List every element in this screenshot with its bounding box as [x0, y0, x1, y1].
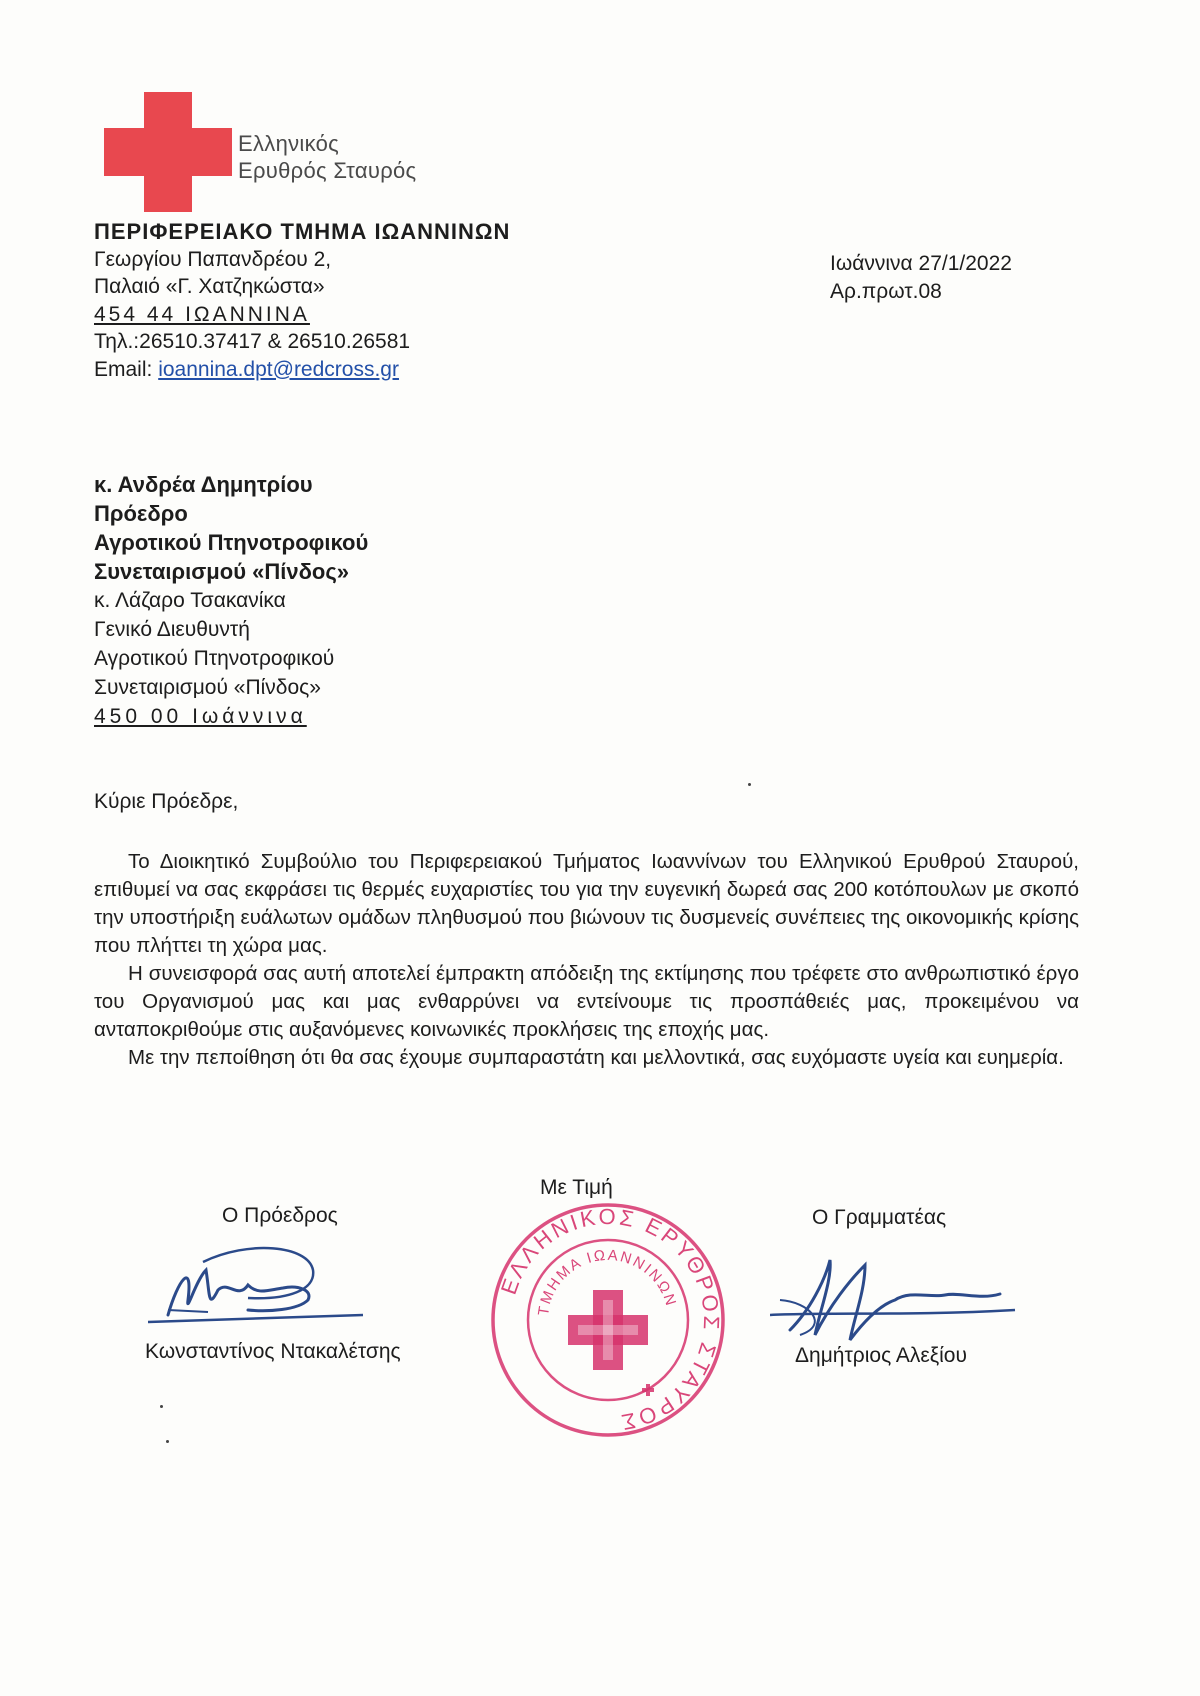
email-label: Email: [94, 357, 159, 381]
letter-date: Ιωάννινα 27/1/2022 [830, 252, 1012, 275]
president-name: Κωνσταντίνος Ντακαλέτσης [145, 1340, 401, 1363]
red-cross-logo-icon [104, 92, 232, 212]
sender-department: ΠΕΡΙΦΕΡΕΙΑΚΟ ΤΜΗΜΑ ΙΩΑΝΝΙΝΩΝ [94, 219, 511, 244]
sender-phone: Τηλ.:26510.37417 & 26510.26581 [94, 330, 411, 353]
recipient-line7: Αγροτικού Πτηνοτροφικού [94, 647, 335, 670]
sender-block [94, 218, 510, 383]
seal-inner-text: ΤΜΗΜΑ ΙΩΑΝΝΙΝΩΝ [535, 1246, 680, 1317]
email-link[interactable]: ioannina.dpt@redcross.gr [158, 357, 399, 381]
president-signature-icon [148, 1240, 368, 1340]
recipient-line2: Πρόεδρο [94, 501, 188, 526]
secretary-title: Ο Γραμματέας [812, 1206, 947, 1229]
scan-speck [166, 1440, 169, 1443]
secretary-signature-icon [770, 1250, 1020, 1350]
sender-address-line1: Γεωργίου Παπανδρέου 2, [94, 247, 332, 271]
salutation: Κύριε Πρόεδρε, [94, 790, 239, 813]
recipient-line5: κ. Λάζαρο Τσακανίκα [94, 589, 286, 612]
recipient-line8: Συνεταιρισμού «Πίνδος» [94, 676, 321, 699]
body-paragraph-2: Η συνεισφορά σας αυτή αποτελεί έμπρακτη απόδειξη της εκτίμησης που τρέφετε στο ανθρωπιστικό έργο του Οργανισμού μας και μας ενθαρρύνει να εντείνουμε τις προσπάθειές μας, προκειμένου να ανταποκριθούμε στις αυξανόμενες κοινωνικές προκλήσεις της εποχής μας. [94, 962, 1079, 1041]
body-paragraph-1: Το Διοικητικό Συμβούλιο του Περιφερειακού Τμήματος Ιωαννίνων του Ελληνικού Ερυθρού Σταυρού, επιθυμεί να σας εκφράσει τις θερμές ευχαριστίες του για την ευγενική δωρεά σας 200 κοτόπουλων με σκοπό την υποστήριξη ευάλωτων ομάδων πληθυσμού που βιώνουν τις δυσμενείς συνέπειες της οικονομικής κρίσης που πλήττει τη χώρα μας. [94, 850, 1079, 957]
recipient-line4: Συνεταιρισμού «Πίνδος» [94, 559, 350, 584]
org-name-line1: Ελληνικός [238, 131, 340, 156]
letter-meta [830, 250, 1012, 306]
recipient-line6: Γενικό Διευθυντή [94, 618, 250, 641]
recipient-block [94, 470, 368, 731]
red-cross-seal-icon [488, 1200, 728, 1440]
org-name-line2: Ερυθρός Σταυρός [238, 158, 417, 183]
protocol-number: Αρ.πρωτ.08 [830, 280, 942, 303]
letter-body [94, 848, 1079, 1072]
body-paragraph-3: Με την πεποίθηση ότι θα σας έχουμε συμπαραστάτη και μελλοντικά, σας ευχόμαστε υγεία και ευημερία. [128, 1046, 1064, 1069]
sender-email-row [94, 356, 510, 384]
recipient-line1: κ. Ανδρέα Δημητρίου [94, 472, 313, 497]
closing-phrase: Με Τιμή [540, 1176, 613, 1199]
recipient-line3: Αγροτικού Πτηνοτροφικού [94, 530, 369, 555]
sender-address-line2: Παλαιό «Γ. Χατζηκώστα» [94, 275, 325, 298]
president-title: Ο Πρόεδρος [222, 1204, 338, 1227]
recipient-postal-city: 450 00 Ιωάννινα [94, 705, 307, 728]
scan-speck [748, 783, 751, 786]
seal-outer-text: ΕΛΛΗΝΙΚΟΣ ΕΡΥΘΡΟΣ ΣΤΑΥΡΟΣ [495, 1203, 725, 1436]
sender-postal-city: 454 44 ΙΩΑΝΝΙΝΑ [94, 302, 310, 326]
secretary-name: Δημήτριος Αλεξίου [795, 1344, 967, 1367]
scan-speck [160, 1405, 163, 1408]
organization-name [238, 130, 416, 184]
